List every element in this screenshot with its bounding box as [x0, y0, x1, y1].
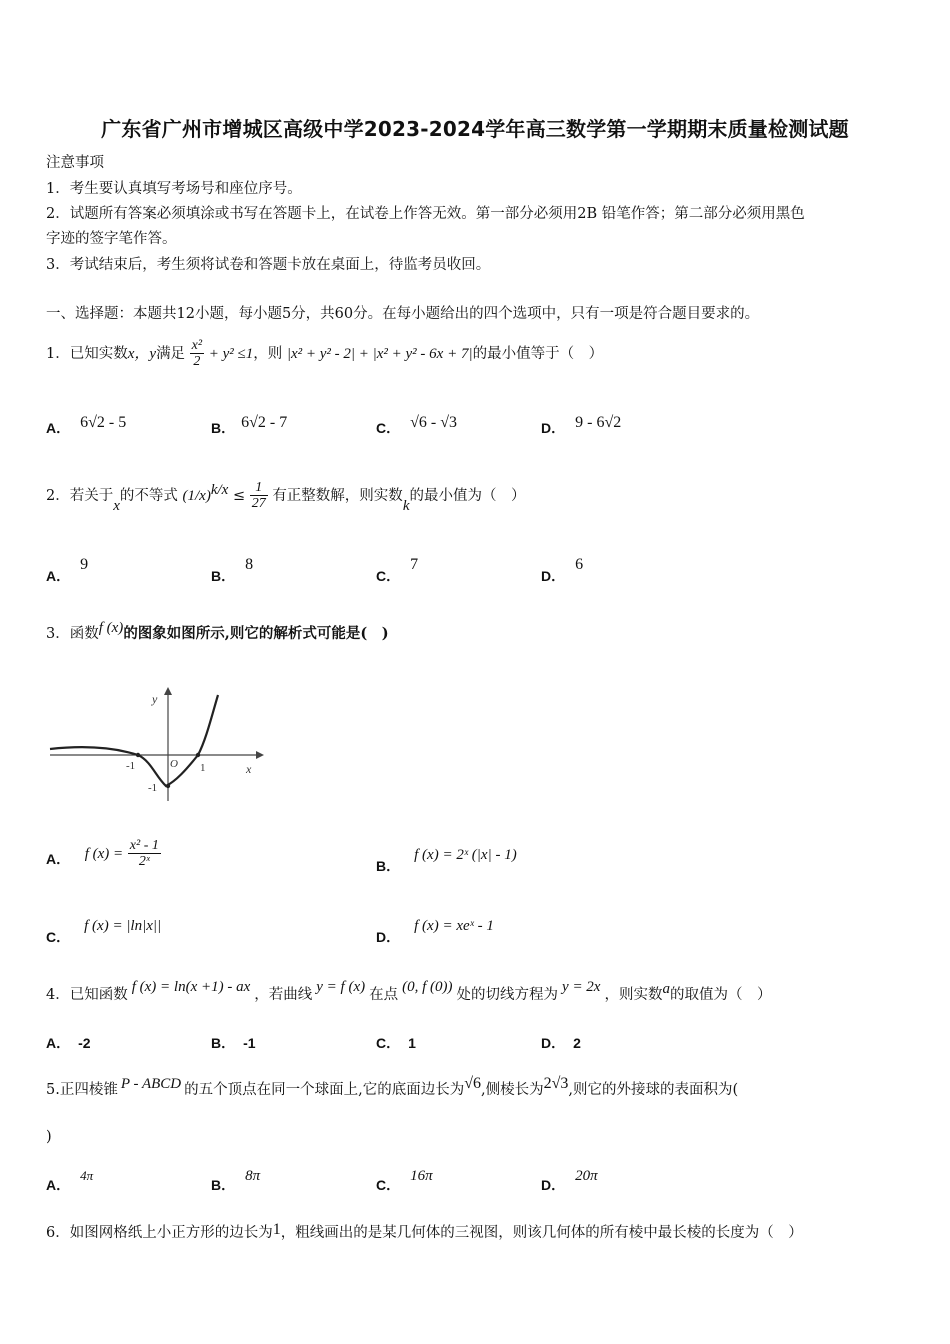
tick-1-label: 1	[200, 762, 206, 774]
question-4: 4．已知函数 f (x) = ln(x +1) - ax ，若曲线 y = f (x) 在点 (0, f (0)) 处的切线方程为 y = 2x ，则实数a的取值为（ ）	[46, 979, 772, 1003]
q3-option-d[interactable]: D．f (x) = xeˣ - 1	[376, 918, 494, 945]
q5-option-c[interactable]: C．16π	[376, 1168, 433, 1193]
q2-option-d[interactable]: D．6	[541, 556, 584, 584]
q1-option-b[interactable]: B． 6√2 - 7	[211, 414, 288, 436]
q2-option-a[interactable]: A．9	[46, 556, 89, 584]
q4-option-a[interactable]: A． -2	[46, 1035, 91, 1051]
question-6: 6．如图网格纸上小正方形的边长为1，粗线画出的是某几何体的三视图，则该几何体的所有棱中最长棱的长度为（ ）	[46, 1221, 803, 1241]
q4-option-c[interactable]: C． 1	[376, 1035, 416, 1051]
q1-option-a[interactable]: A． 6√2 - 5	[46, 414, 127, 436]
curve	[50, 695, 218, 786]
question-5-close: )	[46, 1129, 52, 1145]
x-axis-arrow	[256, 751, 264, 759]
point-yneg1	[166, 784, 170, 788]
q1-option-c[interactable]: C． √6 - √3	[376, 414, 458, 436]
point-1	[196, 753, 200, 757]
q3-option-a[interactable]: A． f (x) = $\frac{\text{x² - 1}}{\text{2ˣ}}$	[46, 838, 159, 870]
q4-option-b[interactable]: B． -1	[211, 1035, 256, 1051]
q1-option-d[interactable]: D． 9 - 6√2	[541, 414, 622, 436]
question-2: 2．若关于x的不等式 $(1/x)^{k/x}$ ≤ $\frac{1}{27}$ 有正整数解，则实数k的最小值为（ ）	[46, 480, 526, 514]
q2-option-c[interactable]: C．7	[376, 556, 419, 584]
q5-option-b[interactable]: B．8π	[211, 1168, 261, 1193]
x-axis-label: x	[246, 762, 252, 776]
y-axis-label: y	[152, 692, 158, 706]
function-graph	[46, 685, 266, 805]
tick-neg1-label: -1	[126, 760, 136, 772]
notice-item-2: 2．试题所有答案必须填涂或书写在答题卡上，在试卷上作答无效。第一部分必须用2B 铅笔作答；第二部分必须用黑色	[46, 206, 805, 222]
q3-option-b[interactable]: B．f (x) = 2ˣ (|x| - 1)	[376, 847, 517, 874]
notice-item-2-cont: 字迹的签字笔作答。	[46, 231, 177, 247]
q2-option-b[interactable]: B．8	[211, 556, 254, 584]
section-heading: 一、选择题：本题共12小题，每小题5分，共60分。在每小题给出的四个选项中，只有一项是符合题目要求的。	[46, 306, 760, 322]
question-1: 1．已知实数x，y满足 $\frac{\text{x²}}{2}$ + y² ≤1，则 |x² + y² - 2| + |x² + y² - 6x + 7|的最小值等于（ ）	[46, 338, 604, 370]
y-axis-arrow	[164, 687, 172, 695]
origin-label: O	[170, 758, 178, 770]
q4-option-d[interactable]: D． 2	[541, 1035, 581, 1051]
notice-heading: 注意事项	[46, 155, 104, 171]
page-title: 广东省广州市增城区高级中学2023-2024学年高三数学第一学期期末质量检测试题	[101, 117, 849, 141]
tick-yneg1-label: -1	[148, 782, 158, 794]
notice-item-3: 3．考试结束后，考生须将试卷和答题卡放在桌面上，待监考员收回。	[46, 257, 491, 273]
question-5: 5.正四棱锥 P - ABCD 的五个顶点在同一个球面上,它的底面边长为√6,侧棱长为2√3,则它的外接球的表面积为(	[46, 1075, 739, 1098]
question-3: 3．函数f (x)的图象如图所示,则它的解析式可能是( )	[46, 620, 389, 642]
notice-item-1: 1．考生要认真填写考场号和座位序号。	[46, 181, 302, 197]
q5-option-a[interactable]: A．4π	[46, 1168, 94, 1193]
point-neg1	[136, 753, 140, 757]
q5-option-d[interactable]: D．20π	[541, 1168, 598, 1193]
q3-option-c[interactable]: C．f (x) = |ln|x||	[46, 918, 162, 945]
